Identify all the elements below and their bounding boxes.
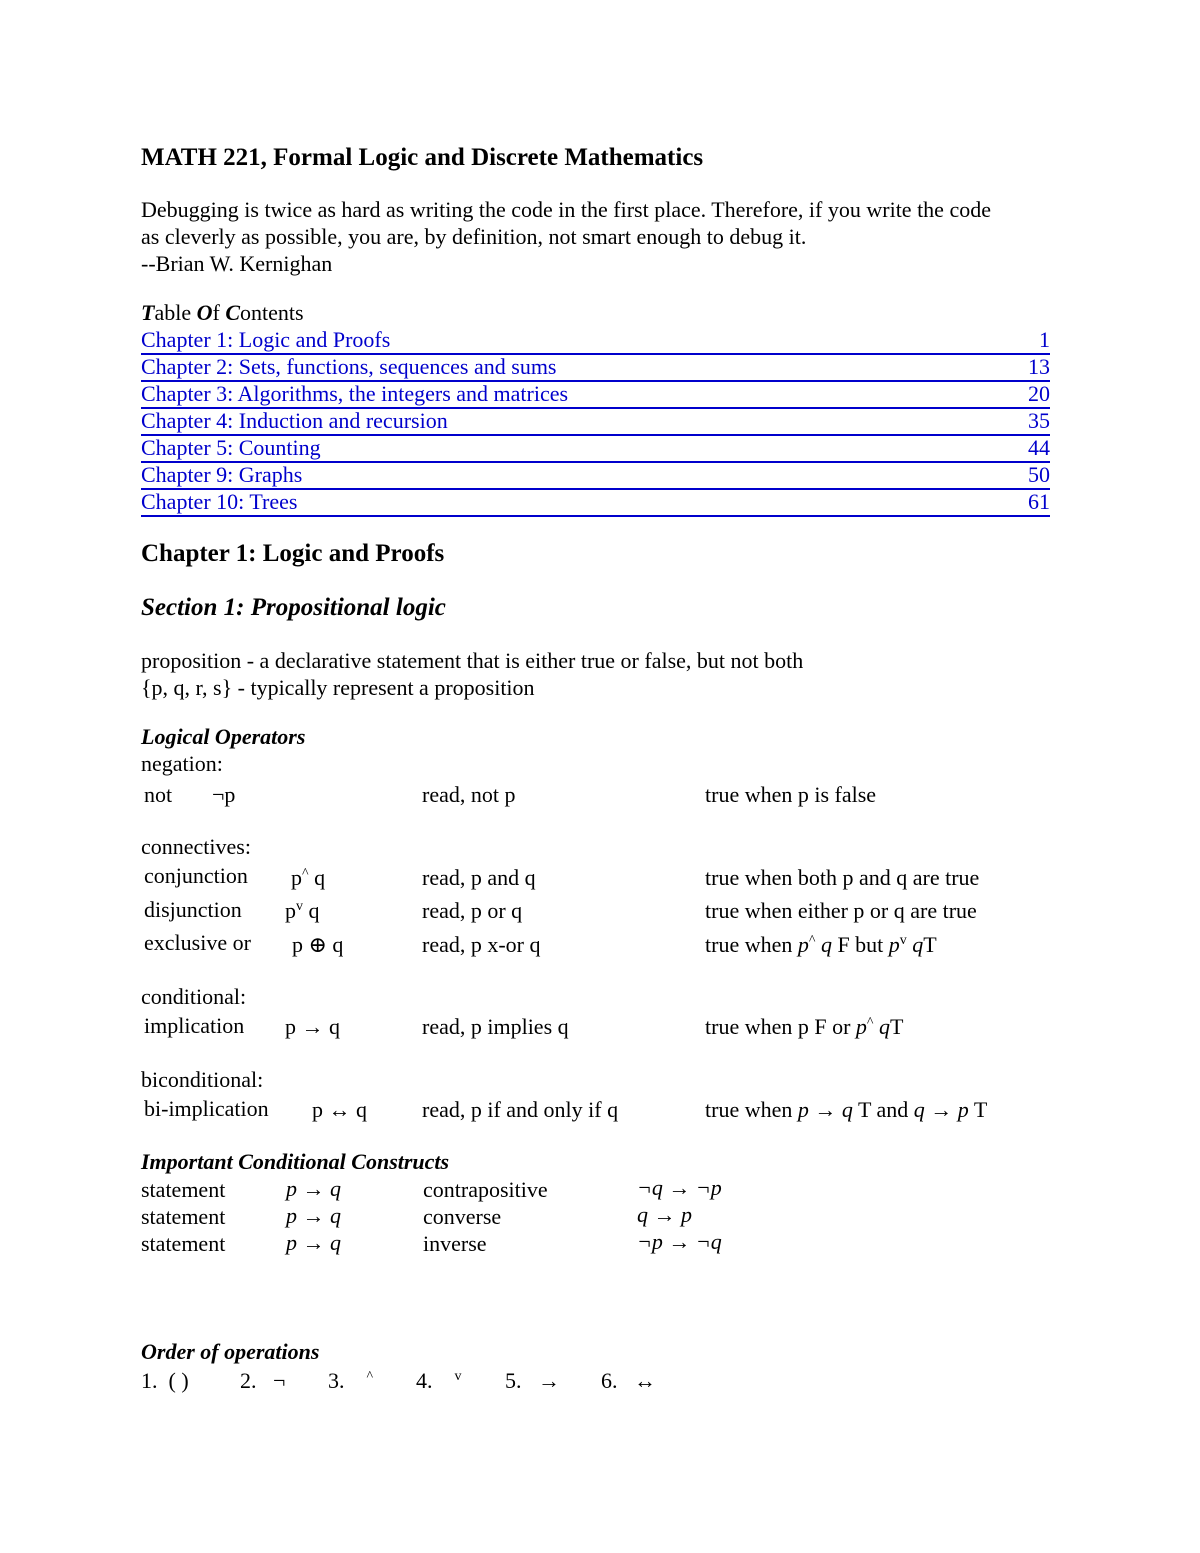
variables-definition: {p, q, r, s} - typically represent a proposition — [141, 675, 535, 700]
toc-link-chapter-9[interactable]: Chapter 9: Graphs 50 — [141, 462, 1050, 490]
toc-link-chapter-4[interactable]: Chapter 4: Induction and recursion 35 — [141, 408, 1050, 436]
construct-statement-formula: p → q — [286, 1176, 341, 1201]
implication-truth: true when p F or p^ qT — [705, 1014, 904, 1039]
exclusive-or-read: read, p x-or q — [422, 932, 541, 957]
biimplication-read: read, p if and only if q — [422, 1097, 619, 1122]
construct-statement-label: statement — [141, 1177, 226, 1202]
quote-line-1: Debugging is twice as hard as writing the code in the first place. Therefore, if you write the code — [141, 197, 991, 222]
conditional-constructs-heading: Important Conditional Constructs — [141, 1149, 450, 1174]
negation-label: negation: — [141, 751, 223, 776]
inverse-label: inverse — [423, 1231, 487, 1256]
logical-operators-heading: Logical Operators — [141, 724, 306, 749]
exclusive-or-symbol: p ⊕ q — [292, 932, 344, 957]
disjunction-symbol: $p^v$ q — [285, 898, 320, 923]
implication-read: read, p implies q — [422, 1014, 569, 1039]
quote-line-2: as cleverly as possible, you are, by definition, not smart enough to debug it. — [141, 224, 807, 249]
toc-link-chapter-10[interactable]: Chapter 10: Trees 61 — [141, 489, 1050, 517]
connectives-label: connectives: — [141, 834, 251, 859]
contrapositive-formula: ¬q → ¬p — [637, 1175, 722, 1200]
chapter-1-heading: Chapter 1: Logic and Proofs — [141, 540, 445, 567]
order-item-4: 4. $^v$ — [416, 1368, 462, 1393]
biimplication-name: bi-implication — [144, 1096, 269, 1121]
toc-link-chapter-1[interactable]: Chapter 1: Logic and Proofs 1 — [141, 327, 1050, 355]
disjunction-truth: true when either p or q are true — [705, 898, 977, 923]
negation-symbol: ¬p — [212, 782, 236, 807]
order-item-2: 2. ¬ — [240, 1368, 286, 1393]
toc-link-chapter-2[interactable]: Chapter 2: Sets, functions, sequences and sums 13 — [141, 354, 1050, 382]
biimplication-symbol: p ↔ q — [312, 1097, 367, 1122]
implication-name: implication — [144, 1013, 245, 1038]
toc-heading: Table Of Contents — [141, 300, 304, 325]
negation-read: read, not p — [422, 782, 516, 807]
order-of-operations-heading: Order of operations — [141, 1339, 320, 1364]
exclusive-or-name: exclusive or — [144, 930, 251, 955]
construct-statement-label: statement — [141, 1231, 226, 1256]
exclusive-or-truth: true when p^ q F but $p^v$ qT — [705, 932, 937, 957]
inverse-formula: ¬p → ¬q — [637, 1229, 722, 1254]
order-item-3: 3. ^ — [328, 1368, 374, 1393]
order-item-1: 1. ( ) — [141, 1368, 189, 1393]
biimplication-truth: true when p → q T and q → p T — [705, 1097, 988, 1122]
contrapositive-label: contrapositive — [423, 1177, 548, 1202]
section-1-heading: Section 1: Propositional logic — [141, 594, 446, 621]
implication-symbol: p → q — [285, 1014, 340, 1039]
converse-formula: q → p — [637, 1202, 692, 1227]
conditional-label: conditional: — [141, 984, 247, 1009]
converse-label: converse — [423, 1204, 502, 1229]
construct-statement-formula: p → q — [286, 1230, 341, 1255]
toc-link-chapter-5[interactable]: Chapter 5: Counting 44 — [141, 435, 1050, 463]
proposition-definition: proposition - a declarative statement that is either true or false, but not both — [141, 648, 804, 673]
toc-link-chapter-3[interactable]: Chapter 3: Algorithms, the integers and matrices 20 — [141, 381, 1050, 409]
construct-statement-label: statement — [141, 1204, 226, 1229]
order-item-5: 5. → — [505, 1368, 560, 1393]
document-title: MATH 221, Formal Logic and Discrete Mathematics — [141, 144, 704, 171]
conjunction-truth: true when both p and q are true — [705, 865, 980, 890]
construct-statement-formula: p → q — [286, 1203, 341, 1228]
conjunction-name: conjunction — [144, 863, 248, 888]
conjunction-symbol: p^ q — [291, 865, 326, 890]
negation-name: not — [144, 782, 173, 807]
order-item-6: 6. ↔ — [601, 1368, 656, 1393]
negation-truth: true when p is false — [705, 782, 877, 807]
conjunction-read: read, p and q — [422, 865, 536, 890]
biconditional-label: biconditional: — [141, 1067, 264, 1092]
disjunction-read: read, p or q — [422, 898, 523, 923]
disjunction-name: disjunction — [144, 897, 242, 922]
quote-author: --Brian W. Kernighan — [141, 251, 333, 276]
